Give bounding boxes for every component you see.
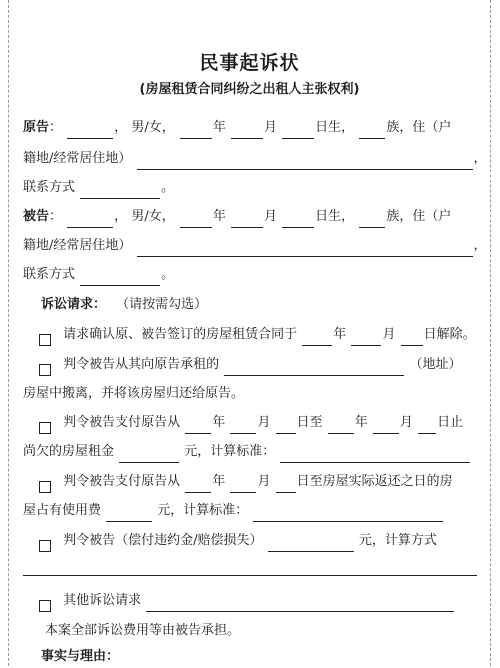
costs-text: 本案全部诉讼费用等由被告承担。 bbox=[45, 623, 241, 638]
defendant-name-field[interactable] bbox=[67, 210, 113, 228]
claim-2-text: 判令被告从其向原告承租的 bbox=[63, 357, 220, 372]
claim-2-address-field[interactable] bbox=[224, 358, 404, 376]
claim-5-method-line[interactable] bbox=[23, 574, 477, 576]
claim-5-checkbox[interactable] bbox=[39, 540, 51, 552]
defendant-ethnic-field[interactable] bbox=[359, 210, 385, 228]
plaintiff-year-field[interactable] bbox=[180, 121, 212, 139]
year-label: 年 bbox=[333, 327, 347, 342]
plaintiff-gender: 男/女， bbox=[131, 120, 175, 135]
claim-6-text: 其他诉讼请求 bbox=[63, 593, 142, 608]
year-label: 年 bbox=[212, 474, 226, 489]
claim-3-standard-label: 元，计算标准： bbox=[184, 444, 276, 459]
year-label: 年 bbox=[212, 120, 226, 135]
claim-4-month-field[interactable] bbox=[230, 475, 256, 493]
claim-2 bbox=[9, 354, 480, 376]
ethnic-label: 族，住（户 bbox=[386, 209, 452, 224]
defendant-line-3: 联系方式 。 bbox=[23, 264, 480, 286]
defendant-domicile-label: 籍地/经常居住地） bbox=[23, 238, 132, 253]
defendant-line-1: 被告： ， 男/女， 年 月 日生， 族，住（户 bbox=[23, 206, 480, 228]
month-label: 月 bbox=[399, 415, 413, 430]
claim-1-year-field[interactable] bbox=[302, 328, 332, 346]
month-label: 月 bbox=[257, 474, 271, 489]
day-label: 日生， bbox=[315, 209, 355, 224]
costs-line bbox=[45, 620, 480, 642]
claim-3-year2-field[interactable] bbox=[328, 416, 354, 434]
defendant-day-field[interactable] bbox=[282, 210, 314, 228]
complaint-form bbox=[8, 0, 491, 666]
day-label: 日至 bbox=[296, 415, 323, 430]
claim-1-checkbox[interactable] bbox=[39, 334, 51, 346]
claim-2-address-label: （地址） bbox=[409, 357, 462, 372]
facts-line bbox=[41, 646, 480, 668]
claim-5-amount-field[interactable] bbox=[268, 534, 354, 552]
document-title: 民事起诉状 bbox=[199, 52, 300, 74]
plaintiff-line-2: 籍地/经常居住地） ， bbox=[23, 148, 480, 170]
claim-4-day-field[interactable] bbox=[276, 475, 296, 493]
claims-hint: （请按需勾选） bbox=[116, 297, 208, 312]
month-label: 月 bbox=[264, 209, 278, 224]
defendant-line-2: 籍地/经常居住地） ， bbox=[23, 235, 480, 257]
claim-4-year-field[interactable] bbox=[185, 475, 211, 493]
plaintiff-contact-field[interactable] bbox=[80, 181, 160, 199]
claim-3-cont bbox=[23, 441, 480, 463]
claim-2-cont bbox=[23, 383, 480, 405]
month-label: 月 bbox=[257, 415, 271, 430]
claim-3-month2-field[interactable] bbox=[373, 416, 399, 434]
day-label: 日生， bbox=[315, 120, 355, 135]
claim-3-text-cont: 尚欠的房屋租金 bbox=[23, 444, 115, 459]
claim-3 bbox=[9, 412, 480, 434]
claim-4-checkbox[interactable] bbox=[39, 481, 51, 493]
claim-6 bbox=[9, 590, 480, 612]
claim-3-checkbox[interactable] bbox=[39, 422, 51, 434]
claim-1-day-field[interactable] bbox=[401, 328, 423, 346]
day-label: 日解除。 bbox=[423, 327, 476, 342]
claims-heading bbox=[41, 294, 480, 316]
claim-4 bbox=[9, 471, 480, 493]
facts-heading: 事实与理由： bbox=[41, 649, 120, 664]
plaintiff-line-1: 原告： ， 男/女， 年 月 日生， 族，住（户 bbox=[23, 117, 480, 139]
claim-4-amount-field[interactable] bbox=[106, 504, 152, 522]
plaintiff-domicile-label: 籍地/经常居住地） bbox=[23, 151, 132, 166]
defendant-year-field[interactable] bbox=[180, 210, 212, 228]
plaintiff-address-field[interactable] bbox=[137, 152, 473, 170]
defendant-label: 被告 bbox=[23, 209, 50, 224]
claim-1-month-field[interactable] bbox=[351, 328, 381, 346]
claim-3-day2-field[interactable] bbox=[418, 416, 436, 434]
plaintiff-label: 原告 bbox=[23, 120, 50, 135]
claim-3-day-field[interactable] bbox=[276, 416, 296, 434]
claims-title: 诉讼请求： bbox=[41, 297, 107, 312]
claim-2-text-cont: 房屋中搬离，并将该房屋归还给原告。 bbox=[23, 386, 245, 401]
plaintiff-name-field[interactable] bbox=[67, 121, 113, 139]
claim-3-standard-field[interactable] bbox=[280, 445, 470, 463]
claim-4-cont bbox=[23, 500, 480, 522]
claim-3-month-field[interactable] bbox=[230, 416, 256, 434]
claim-3-amount-field[interactable] bbox=[119, 445, 179, 463]
defendant-month-field[interactable] bbox=[231, 210, 263, 228]
plaintiff-line-3: 联系方式 。 bbox=[23, 177, 480, 199]
defendant-contact-label: 联系方式 bbox=[23, 267, 76, 282]
claim-3-text: 判令被告支付原告从 bbox=[63, 415, 181, 430]
claim-5-text: 判令被告（偿付违约金/赔偿损失） bbox=[63, 533, 263, 548]
claim-3-year-field[interactable] bbox=[185, 416, 211, 434]
claim-1 bbox=[9, 324, 480, 346]
claim-1-text: 请求确认原、被告签订的房屋租赁合同于 bbox=[63, 327, 298, 342]
year-label: 年 bbox=[212, 415, 226, 430]
claim-5-method-label: 元，计算方式 bbox=[358, 533, 437, 548]
day-label: 日止 bbox=[437, 415, 464, 430]
defendant-address-field[interactable] bbox=[137, 239, 473, 257]
month-label: 月 bbox=[264, 120, 278, 135]
month-label: 月 bbox=[382, 327, 396, 342]
plaintiff-contact-label: 联系方式 bbox=[23, 180, 76, 195]
document-subtitle: (房屋租赁合同纠纷之出租人主张权利) bbox=[139, 82, 360, 97]
plaintiff-month-field[interactable] bbox=[231, 121, 263, 139]
year-label: 年 bbox=[212, 209, 226, 224]
claim-5 bbox=[9, 530, 480, 552]
year-label: 年 bbox=[354, 415, 368, 430]
claim-4-standard-field[interactable] bbox=[253, 504, 443, 522]
claim-2-checkbox[interactable] bbox=[39, 364, 51, 376]
plaintiff-ethnic-field[interactable] bbox=[359, 121, 385, 139]
claim-4-text: 判令被告支付原告从 bbox=[63, 474, 181, 489]
claim-6-field[interactable] bbox=[146, 594, 454, 612]
claim-6-checkbox[interactable] bbox=[39, 600, 51, 612]
claim-4-standard-label: 元，计算标准： bbox=[157, 503, 249, 518]
defendant-contact-field[interactable] bbox=[80, 268, 160, 286]
ethnic-label: 族，住（户 bbox=[386, 120, 452, 135]
claim-4-text-cont: 屋占有使用费 bbox=[23, 503, 102, 518]
day-label: 日至房屋实际返还之日的房 bbox=[296, 474, 453, 489]
plaintiff-day-field[interactable] bbox=[282, 121, 314, 139]
defendant-gender: 男/女， bbox=[131, 209, 175, 224]
